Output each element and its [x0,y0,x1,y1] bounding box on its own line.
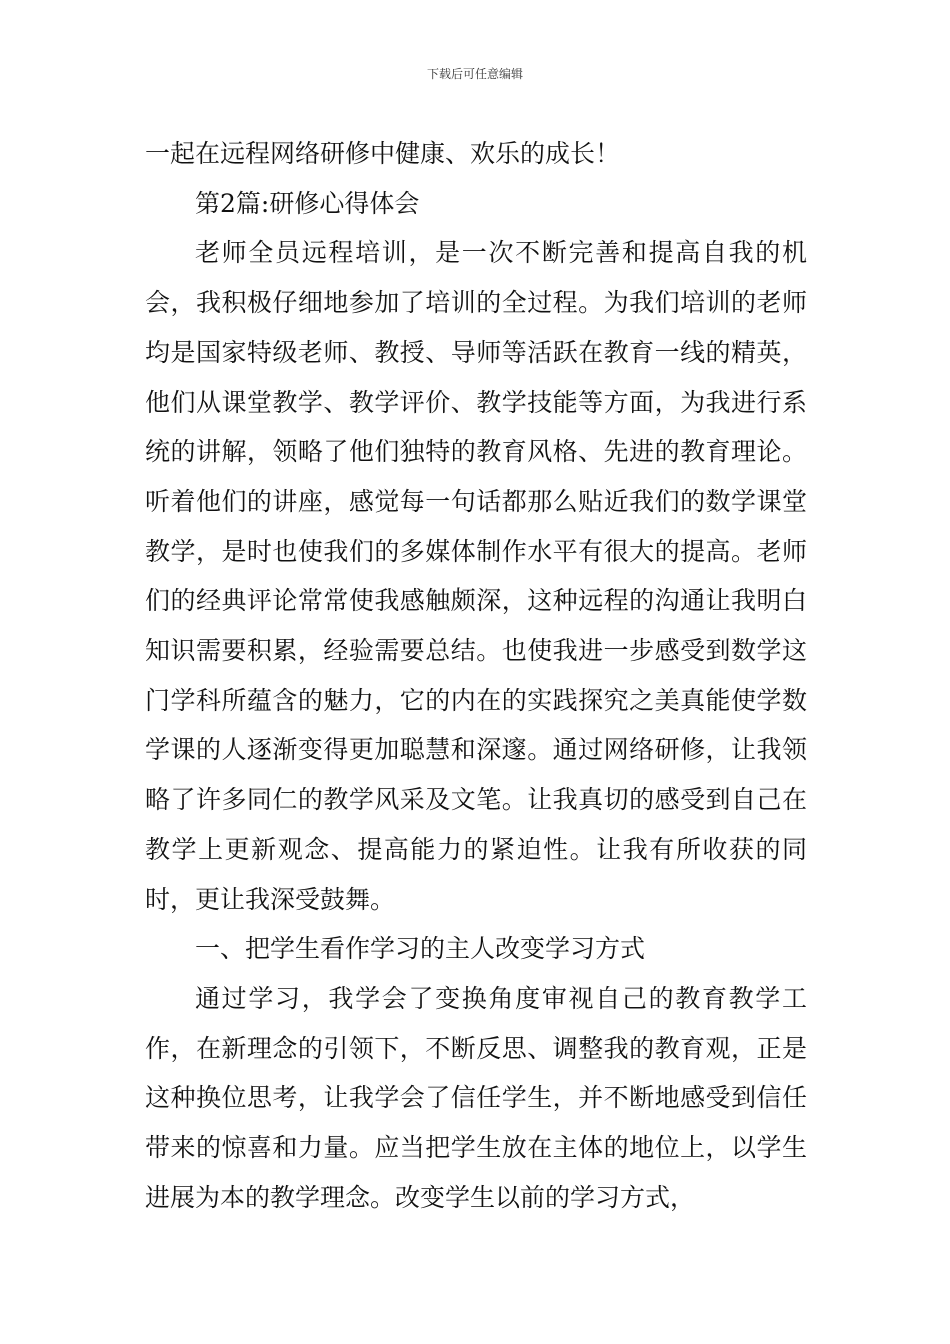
document-body [145,129,807,1222]
paragraph-training: 老师全员远程培训，是一次不断完善和提高自我的机会，我积极仔细地参加了培训的全过程。为我们培训的老师均是国家特级老师、教授、导师等活跃在教育一线的精英，他们从课堂教学、教学评价、教学技能等方面，为我进行系统的讲解，领略了他们独特的教育风格、先进的教育理论。听着他们的讲座，感觉每一句话都那么贴近我们的数学课堂教学，是时也使我们的多媒体制作水平有很大的提高。老师们的经典评论常常使我感触颇深，这种远程的沟通让我明白知识需要积累，经验需要总结。也使我进一步感受到数学这门学科所蕴含的魅力，它的内在的实践探究之美真能使学数学课的人逐渐变得更加聪慧和深邃。通过网络研修，让我领略了许多同仁的教学风采及文笔。让我真切的感受到自己在教学上更新观念、提高能力的紧迫性。让我有所收获的同时，更让我深受鼓舞。 [145,238,807,914]
section-title: 第2篇:研修心得体会 [195,188,420,218]
paragraph-learning-method: 通过学习，我学会了变换角度审视自己的教育教学工作，在新理念的引领下，不断反思、调整我的教育观，正是这种换位思考，让我学会了信任学生，并不断地感受到信任带来的惊喜和力量。应当把学生放在主体的地位上，以学生进展为本的教学理念。改变学生以前的学习方式， [145,983,807,1212]
paragraph-closing-line: 一起在远程网络研修中健康、欢乐的成长！ [145,139,621,168]
page-header: 下载后可任意编辑 [426,67,523,81]
subsection-heading: 一、把学生看作学习的主人改变学习方式 [195,934,646,964]
